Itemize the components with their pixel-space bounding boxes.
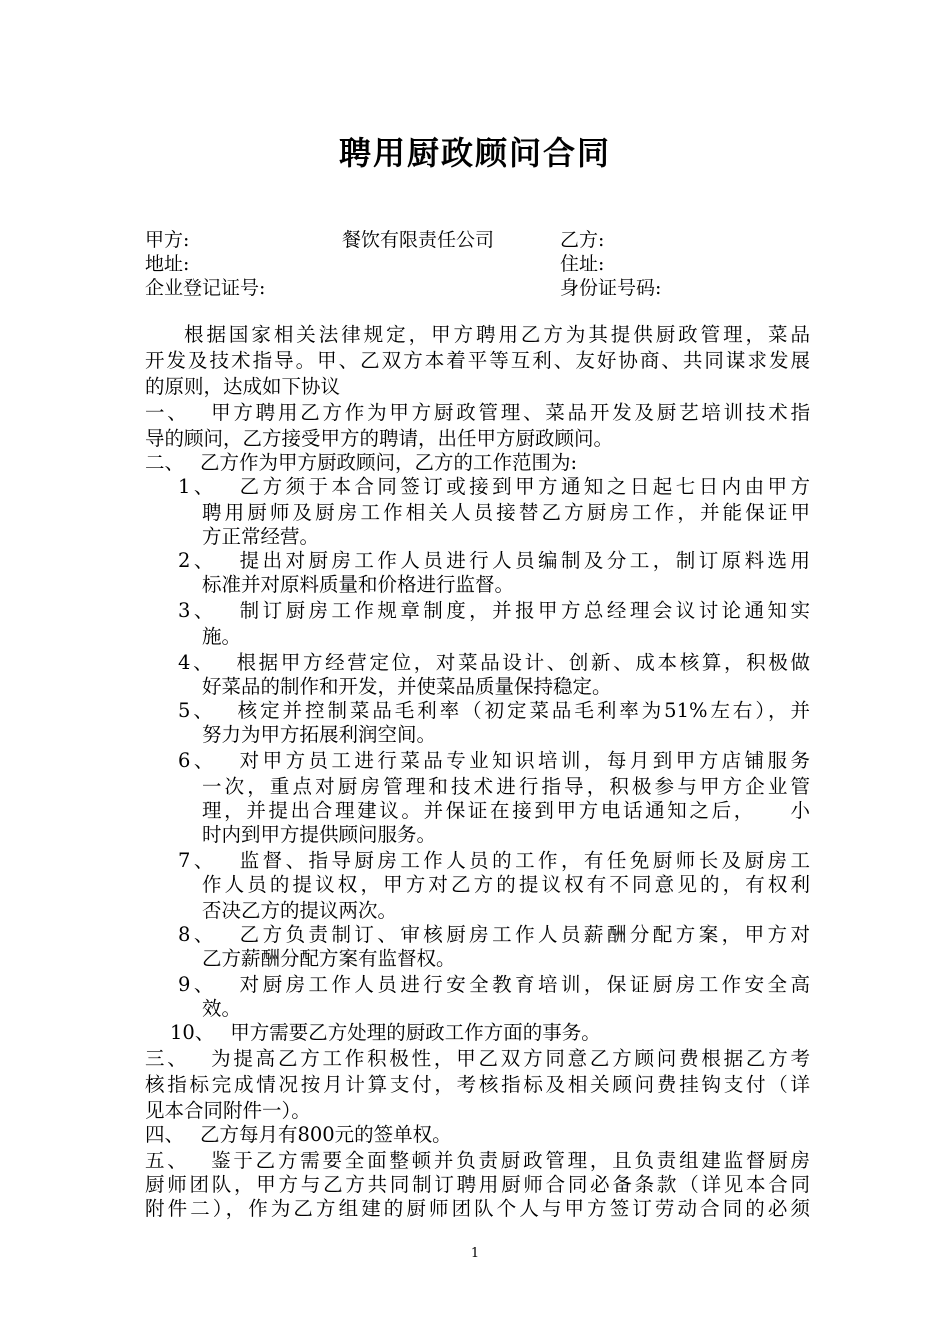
list-item-line: 作人员的提议权，甲方对乙方的提议权有不同意见的，有权利 bbox=[202, 873, 810, 896]
list-item-line: 5、 核定并控制菜品毛利率（初定菜品毛利率为51%左右），并 bbox=[178, 699, 810, 722]
list-item-line: 好菜品的制作和开发，并使菜品质量保持稳定。 bbox=[202, 675, 612, 698]
clause-line: 三、 为提高乙方工作积极性，甲乙双方同意乙方顾问费根据乙方考 bbox=[145, 1047, 810, 1070]
paragraph-line: 的原则，达成如下协议 bbox=[145, 375, 341, 398]
list-item-line: 6、 对甲方员工进行菜品专业知识培训，每月到甲方店铺服务 bbox=[178, 749, 810, 772]
clause-line: 附件二），作为乙方组建的厨师团队个人与甲方签订劳动合同的必须 bbox=[145, 1197, 810, 1220]
list-item-line: 标准并对原料质量和价格进行监督。 bbox=[202, 573, 515, 596]
clause-line: 四、 乙方每月有800元的签单权。 bbox=[145, 1123, 452, 1146]
list-item-line: 理，并提出合理建议。并保证在接到甲方电话通知之后， 小 bbox=[202, 799, 810, 822]
list-item-line: 乙方薪酬分配方案有监督权。 bbox=[202, 947, 456, 970]
list-item-line: 努力为甲方拓展利润空间。 bbox=[202, 723, 437, 746]
list-item-line: 8、 乙方负责制订、审核厨房工作人员薪酬分配方案，甲方对 bbox=[178, 923, 810, 946]
paragraph-line: 开发及技术指导。甲、乙双方本着平等互利、友好协商、共同谋求发展 bbox=[145, 349, 810, 372]
clause-line: 厨师团队，甲方与乙方共同制订聘用厨师合同必备条款（详见本合同 bbox=[145, 1173, 810, 1196]
list-item-line: 4、 根据甲方经营定位，对菜品设计、创新、成本核算，积极做 bbox=[178, 651, 810, 674]
address-label: 地址: bbox=[145, 253, 190, 275]
list-item-line: 3、 制订厨房工作规章制度，并报甲方总经理会议讨论通知实 bbox=[178, 599, 810, 622]
clause-line: 一、 甲方聘用乙方作为甲方厨政管理、菜品开发及厨艺培训技术指 bbox=[145, 401, 810, 424]
list-item-line: 10、 甲方需要乙方处理的厨政工作方面的事务。 bbox=[170, 1021, 601, 1044]
list-item-line: 效。 bbox=[202, 997, 242, 1020]
page-number: 1 bbox=[470, 1246, 480, 1261]
list-item-line: 9、 对厨房工作人员进行安全教育培训，保证厨房工作安全高 bbox=[178, 973, 810, 996]
clause-line: 二、 乙方作为甲方厨政顾问，乙方的工作范围为: bbox=[145, 451, 578, 474]
party-a-label: 甲方: bbox=[145, 229, 190, 251]
list-item-line: 时内到甲方提供顾问服务。 bbox=[202, 823, 437, 846]
list-item-line: 7、 监督、指导厨房工作人员的工作，有任免厨师长及厨房工 bbox=[178, 849, 810, 872]
registration-number-label: 企业登记证号: bbox=[145, 277, 266, 299]
list-item-line: 否决乙方的提议两次。 bbox=[202, 899, 398, 922]
list-item-line: 一次，重点对厨房管理和技术进行指导，积极参与甲方企业管 bbox=[202, 775, 810, 798]
clause-line: 核指标完成情况按月计算支付，考核指标及相关顾问费挂钩支付（详 bbox=[145, 1073, 810, 1096]
residence-label: 住址: bbox=[560, 253, 605, 275]
list-item-line: 1、 乙方须于本合同签订或接到甲方通知之日起七日内由甲方 bbox=[178, 475, 810, 498]
id-number-label: 身份证号码: bbox=[560, 277, 662, 299]
list-item-line: 施。 bbox=[202, 625, 242, 648]
party-b-label: 乙方: bbox=[560, 229, 605, 251]
clause-line: 导的顾问，乙方接受甲方的聘请，出任甲方厨政顾问。 bbox=[145, 427, 614, 450]
clause-line: 见本合同附件一）。 bbox=[145, 1099, 311, 1122]
paragraph-line: 根据国家相关法律规定，甲方聘用乙方为其提供厨政管理，菜品 bbox=[184, 323, 810, 346]
page-title: 聘用厨政顾问合同 bbox=[338, 134, 611, 172]
clause-line: 五、 鉴于乙方需要全面整顿并负责厨政管理，且负责组建监督厨房 bbox=[145, 1149, 810, 1172]
list-item-line: 2、 提出对厨房工作人员进行人员编制及分工，制订原料选用 bbox=[178, 549, 810, 572]
list-item-line: 聘用厨师及厨房工作相关人员接替乙方厨房工作，并能保证甲 bbox=[202, 501, 810, 524]
list-item-line: 方正常经营。 bbox=[202, 525, 320, 548]
party-a-name: 餐饮有限责任公司 bbox=[342, 229, 495, 251]
